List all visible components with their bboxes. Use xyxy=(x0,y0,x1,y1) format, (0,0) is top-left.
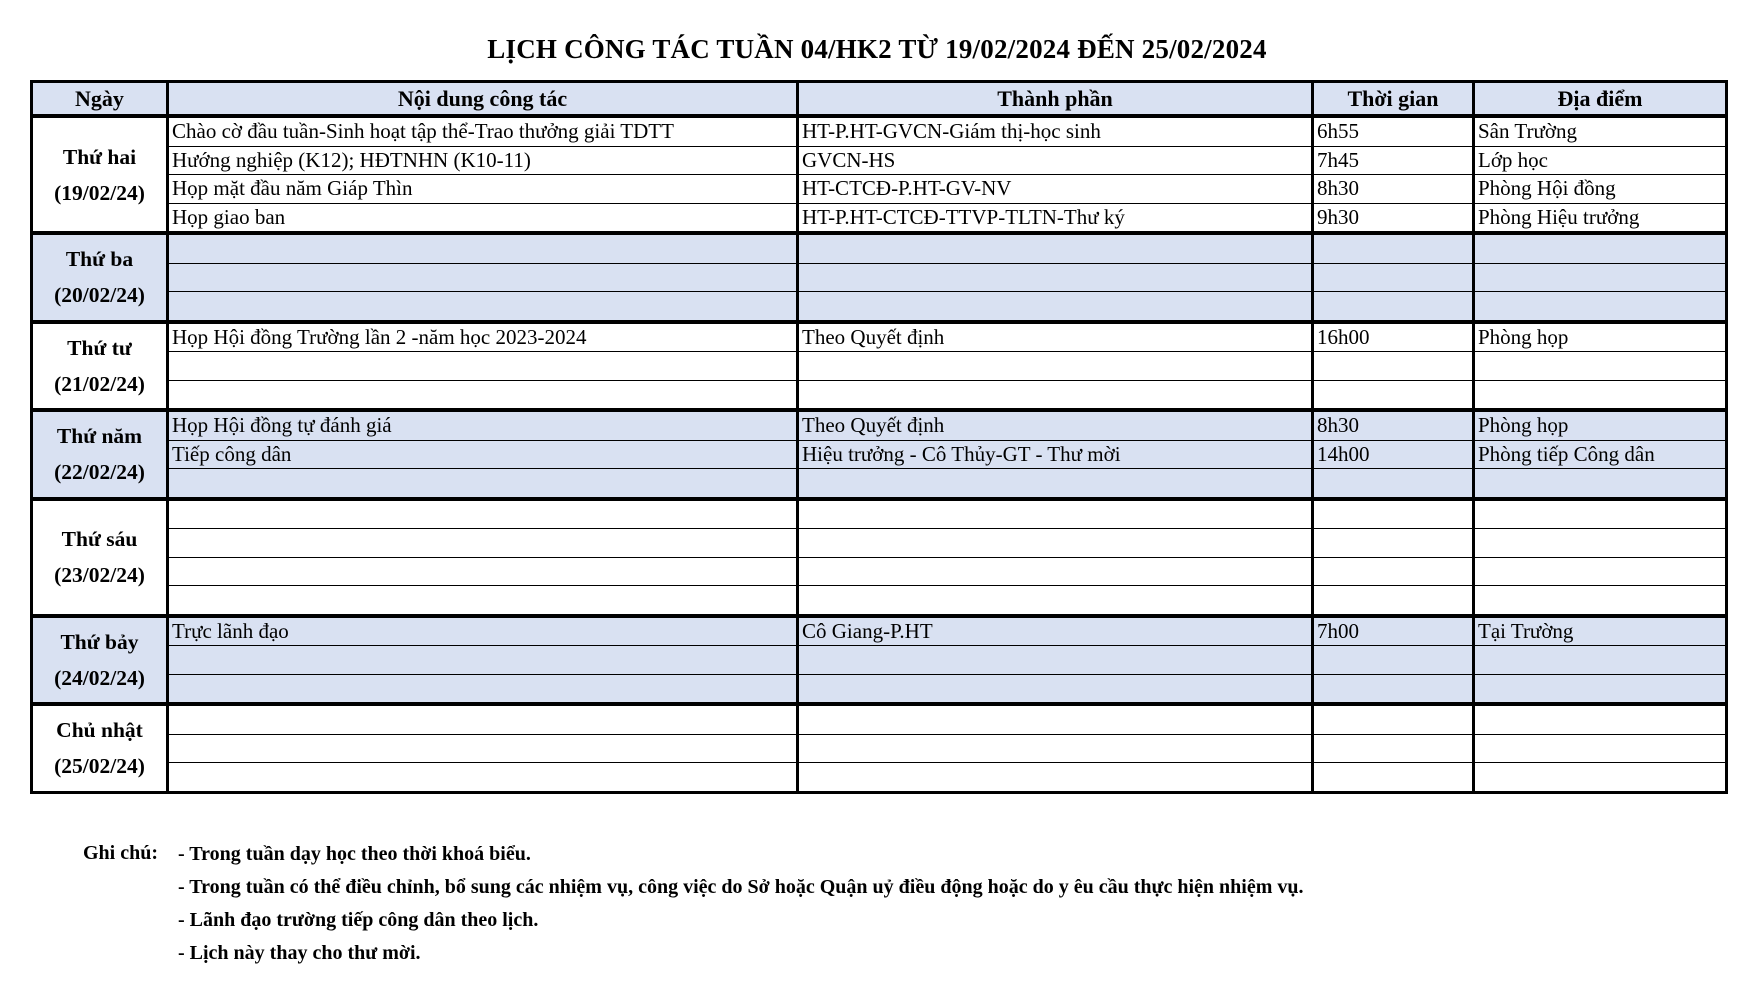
cell-thanh-phan xyxy=(798,292,1313,322)
cell-noi-dung xyxy=(168,674,798,704)
day-cell xyxy=(32,704,168,792)
cell-thoi-gian xyxy=(1313,763,1474,793)
table-row xyxy=(32,763,1727,793)
cell-thanh-phan xyxy=(798,380,1313,410)
cell-noi-dung xyxy=(168,586,798,616)
table-row xyxy=(32,499,1727,529)
note-item: - Trong tuần dạy học theo thời khoá biểu. xyxy=(178,843,531,865)
cell-noi-dung: Họp giao ban xyxy=(168,203,798,233)
table-row xyxy=(32,557,1727,586)
cell-thoi-gian xyxy=(1313,292,1474,322)
cell-dia-diem: Phòng họp xyxy=(1474,410,1727,440)
cell-thanh-phan xyxy=(798,469,1313,499)
note-item: - Lịch này thay cho thư mời. xyxy=(178,942,421,964)
cell-noi-dung xyxy=(168,763,798,793)
table-row xyxy=(32,352,1727,381)
table-row xyxy=(32,410,1727,440)
table-row xyxy=(32,292,1727,322)
cell-thanh-phan: Theo Quyết định xyxy=(798,410,1313,440)
day-cell xyxy=(32,616,168,705)
header-thoi-gian: Thời gian xyxy=(1313,82,1474,117)
cell-thoi-gian xyxy=(1313,380,1474,410)
cell-dia-diem: Phòng họp xyxy=(1474,322,1727,352)
table-row xyxy=(32,586,1727,616)
cell-thoi-gian xyxy=(1313,646,1474,675)
cell-dia-diem xyxy=(1474,499,1727,529)
cell-thoi-gian xyxy=(1313,499,1474,529)
table-row xyxy=(32,116,1727,146)
cell-noi-dung: Chào cờ đầu tuần-Sinh hoạt tập thể-Trao thưởng giải TDTT xyxy=(168,116,798,146)
cell-dia-diem: Lớp học xyxy=(1474,146,1727,175)
cell-thanh-phan xyxy=(798,763,1313,793)
cell-thoi-gian xyxy=(1313,263,1474,292)
cell-thoi-gian: 7h00 xyxy=(1313,616,1474,646)
cell-thoi-gian: 16h00 xyxy=(1313,322,1474,352)
weekly-schedule-table xyxy=(30,80,1728,794)
cell-thanh-phan xyxy=(798,646,1313,675)
cell-thanh-phan xyxy=(798,734,1313,763)
day-date: (22/02/24) xyxy=(54,460,145,485)
table-row xyxy=(32,175,1727,204)
table-row xyxy=(32,322,1727,352)
cell-thoi-gian xyxy=(1313,352,1474,381)
cell-noi-dung xyxy=(168,263,798,292)
day-date: (19/02/24) xyxy=(54,180,145,205)
cell-thoi-gian: 6h55 xyxy=(1313,116,1474,146)
day-date: (20/02/24) xyxy=(54,283,145,308)
cell-dia-diem xyxy=(1474,263,1727,292)
cell-thanh-phan xyxy=(798,352,1313,381)
cell-thoi-gian: 7h45 xyxy=(1313,146,1474,175)
day-cell xyxy=(32,322,168,411)
cell-thanh-phan xyxy=(798,674,1313,704)
cell-noi-dung xyxy=(168,557,798,586)
day-date: (25/02/24) xyxy=(54,754,145,779)
table-header-row xyxy=(32,82,1727,117)
cell-noi-dung xyxy=(168,352,798,381)
cell-noi-dung xyxy=(168,292,798,322)
cell-thanh-phan xyxy=(798,704,1313,734)
cell-thoi-gian xyxy=(1313,586,1474,616)
table-row xyxy=(32,440,1727,469)
cell-thoi-gian xyxy=(1313,704,1474,734)
table-row xyxy=(32,469,1727,499)
table-row xyxy=(32,529,1727,558)
cell-noi-dung: Họp mặt đầu năm Giáp Thìn xyxy=(168,175,798,204)
day-cell xyxy=(32,116,168,233)
cell-thanh-phan: GVCN-HS xyxy=(798,146,1313,175)
table-row xyxy=(32,674,1727,704)
cell-noi-dung: Họp Hội đồng tự đánh giá xyxy=(168,410,798,440)
table-row xyxy=(32,734,1727,763)
cell-dia-diem xyxy=(1474,352,1727,381)
table-row xyxy=(32,380,1727,410)
cell-thanh-phan: HT-P.HT-GVCN-Giám thị-học sinh xyxy=(798,116,1313,146)
cell-thanh-phan xyxy=(798,557,1313,586)
cell-thanh-phan: Theo Quyết định xyxy=(798,322,1313,352)
cell-thanh-phan: Cô Giang-P.HT xyxy=(798,616,1313,646)
cell-thoi-gian: 9h30 xyxy=(1313,203,1474,233)
cell-thoi-gian xyxy=(1313,734,1474,763)
day-group xyxy=(32,499,1727,616)
note-item: - Lãnh đạo trường tiếp công dân theo lịch. xyxy=(178,909,539,931)
cell-noi-dung xyxy=(168,380,798,410)
day-group xyxy=(32,233,1727,322)
note-item: - Trong tuần có thể điều chỉnh, bổ sung các nhiệm vụ, công việc do Sở hoặc Quận uỷ điều động hoặc do y êu cầu thực hiện nhiệm vụ. xyxy=(178,876,1304,898)
cell-dia-diem: Tại Trường xyxy=(1474,616,1727,646)
cell-thoi-gian xyxy=(1313,529,1474,558)
cell-noi-dung xyxy=(168,704,798,734)
cell-dia-diem xyxy=(1474,646,1727,675)
cell-thanh-phan xyxy=(798,586,1313,616)
cell-dia-diem xyxy=(1474,557,1727,586)
header-dia-diem: Địa điểm xyxy=(1474,82,1727,117)
table-row xyxy=(32,616,1727,646)
table-row xyxy=(32,704,1727,734)
cell-thanh-phan: HT-CTCĐ-P.HT-GV-NV xyxy=(798,175,1313,204)
day-name: Thứ tư xyxy=(67,335,132,360)
cell-dia-diem xyxy=(1474,734,1727,763)
cell-dia-diem xyxy=(1474,529,1727,558)
table-row xyxy=(32,646,1727,675)
notes-label: Ghi chú: xyxy=(83,842,159,864)
header-noi-dung: Nội dung công tác xyxy=(168,82,798,117)
day-cell xyxy=(32,410,168,499)
day-group xyxy=(32,410,1727,499)
day-name: Thứ năm xyxy=(56,424,143,449)
cell-dia-diem xyxy=(1474,380,1727,410)
day-group xyxy=(32,322,1727,411)
cell-thanh-phan xyxy=(798,263,1313,292)
table-row xyxy=(32,233,1727,263)
cell-dia-diem xyxy=(1474,233,1727,263)
cell-thanh-phan: HT-P.HT-CTCĐ-TTVP-TLTN-Thư ký xyxy=(798,203,1313,233)
cell-dia-diem xyxy=(1474,674,1727,704)
cell-dia-diem: Sân Trường xyxy=(1474,116,1727,146)
cell-thanh-phan xyxy=(798,529,1313,558)
cell-thoi-gian: 8h30 xyxy=(1313,175,1474,204)
document-title: LỊCH CÔNG TÁC TUẦN 04/HK2 TỪ 19/02/2024 ĐẾN 25/02/2024 xyxy=(487,34,1267,64)
table-row xyxy=(32,146,1727,175)
day-name: Thứ hai xyxy=(62,144,137,169)
day-group xyxy=(32,116,1727,233)
cell-noi-dung xyxy=(168,469,798,499)
table-row xyxy=(32,203,1727,233)
cell-noi-dung xyxy=(168,529,798,558)
cell-dia-diem: Phòng Hội đồng xyxy=(1474,175,1727,204)
cell-dia-diem xyxy=(1474,586,1727,616)
day-group xyxy=(32,616,1727,705)
cell-noi-dung: Hướng nghiệp (K12); HĐTNHN (K10-11) xyxy=(168,146,798,175)
cell-thoi-gian: 14h00 xyxy=(1313,440,1474,469)
header-ngay: Ngày xyxy=(32,82,168,117)
day-name: Thứ sáu xyxy=(61,527,138,551)
cell-thanh-phan: Hiệu trưởng - Cô Thủy-GT - Thư mời xyxy=(798,440,1313,469)
day-name: Chủ nhật xyxy=(56,718,143,743)
cell-thanh-phan xyxy=(798,499,1313,529)
cell-noi-dung: Tiếp công dân xyxy=(168,440,798,469)
cell-noi-dung xyxy=(168,734,798,763)
cell-dia-diem xyxy=(1474,469,1727,499)
cell-thanh-phan xyxy=(798,233,1313,263)
cell-thoi-gian: 8h30 xyxy=(1313,410,1474,440)
cell-noi-dung xyxy=(168,233,798,263)
table-row xyxy=(32,263,1727,292)
cell-dia-diem: Phòng Hiệu trưởng xyxy=(1474,203,1727,233)
day-cell xyxy=(32,233,168,322)
day-date: (23/02/24) xyxy=(54,563,145,587)
cell-thoi-gian xyxy=(1313,557,1474,586)
cell-thoi-gian xyxy=(1313,469,1474,499)
cell-dia-diem xyxy=(1474,763,1727,793)
cell-thoi-gian xyxy=(1313,233,1474,263)
cell-dia-diem xyxy=(1474,292,1727,322)
cell-noi-dung: Họp Hội đồng Trường lần 2 -năm học 2023-2024 xyxy=(168,322,798,352)
cell-dia-diem: Phòng tiếp Công dân xyxy=(1474,440,1727,469)
notes-list xyxy=(178,842,1304,974)
day-name: Thứ bảy xyxy=(60,629,139,654)
day-date: (24/02/24) xyxy=(54,665,145,690)
day-group xyxy=(32,704,1727,792)
cell-thoi-gian xyxy=(1313,674,1474,704)
cell-dia-diem xyxy=(1474,704,1727,734)
cell-noi-dung: Trực lãnh đạo xyxy=(168,616,798,646)
day-name: Thứ ba xyxy=(65,247,134,272)
cell-noi-dung xyxy=(168,646,798,675)
day-date: (21/02/24) xyxy=(54,371,145,396)
day-cell xyxy=(32,499,168,616)
cell-noi-dung xyxy=(168,499,798,529)
header-thanh-phan: Thành phần xyxy=(798,82,1313,117)
